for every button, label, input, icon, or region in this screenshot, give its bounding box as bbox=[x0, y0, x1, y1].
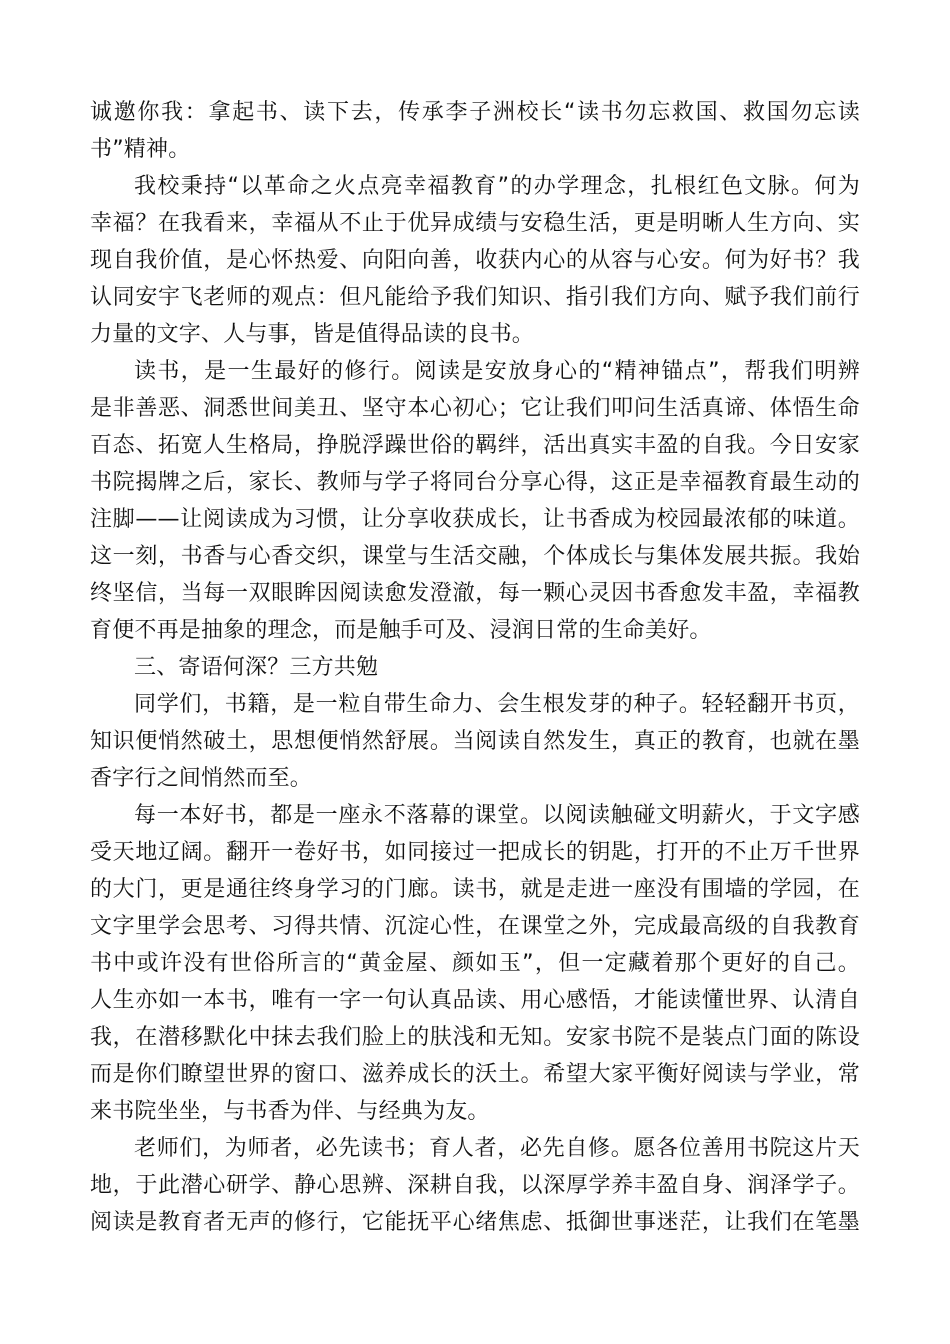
text-line: 诚邀你我：拿起书、读下去，传承李子洲校长“读书勿忘救国、救国勿忘读 bbox=[90, 100, 860, 125]
text-line: 我校秉持“以革命之火点亮幸福教育”的办学理念，扎根红色文脉。何为 bbox=[134, 174, 860, 199]
text-line: 我，在潜移默化中抹去我们脸上的肤浅和无知。安家书院不是装点门面的陈设 bbox=[90, 1025, 860, 1050]
paragraph bbox=[90, 686, 860, 797]
text-line: 同学们，书籍，是一粒自带生命力、会生根发芽的种子。轻轻翻开书页， bbox=[134, 692, 860, 717]
text-line: 香字行之间悄然而至。 bbox=[90, 766, 313, 791]
section-heading-text: 三、寄语何深？三方共勉 bbox=[134, 655, 379, 680]
text-line: 现自我价值，是心怀热爱、向阳向善，收获内心的从容与心安。何为好书？我 bbox=[90, 248, 860, 273]
text-line: 人生亦如一本书，唯有一字一句认真品读、用心感悟，才能读懂世界、认清自 bbox=[90, 988, 860, 1013]
text-line: 地，于此潜心研学、静心思辨、深耕自我，以深厚学养丰盈自身、润泽学子。 bbox=[90, 1173, 860, 1198]
text-line: 书中或许没有世俗所言的“黄金屋、颜如玉”，但一定藏着那个更好的自己。 bbox=[90, 951, 860, 976]
text-line: 认同安宇飞老师的观点：但凡能给予我们知识、指引我们方向、赋予我们前行 bbox=[90, 285, 860, 310]
paragraph bbox=[90, 168, 860, 353]
text-line: 读书，是一生最好的修行。阅读是安放身心的“精神锚点”，帮我们明辨 bbox=[134, 359, 860, 384]
text-line: 的大门，更是通往终身学习的门廊。读书，就是走进一座没有围墙的学园，在 bbox=[90, 877, 860, 902]
text-line: 注脚——让阅读成为习惯，让分享收获成长，让书香成为校园最浓郁的味道。 bbox=[90, 507, 860, 532]
paragraph bbox=[90, 797, 860, 1130]
paragraph bbox=[90, 94, 860, 168]
text-line: 这一刻，书香与心香交织，课堂与生活交融，个体成长与集体发展共振。我始 bbox=[90, 544, 860, 569]
text-line: 老师们，为师者，必先读书；育人者，必先自修。愿各位善用书院这片天 bbox=[134, 1136, 860, 1161]
text-line: 阅读是教育者无声的修行，它能抚平心绪焦虑、抵御世事迷茫，让我们在笔墨 bbox=[90, 1210, 860, 1235]
text-line: 力量的文字、人与事，皆是值得品读的良书。 bbox=[90, 322, 535, 347]
text-line: 幸福？在我看来，幸福从不止于优异成绩与安稳生活，更是明晰人生方向、实 bbox=[90, 211, 860, 236]
text-line: 百态、拓宽人生格局，挣脱浮躁世俗的羁绊，活出真实丰盈的自我。今日安家 bbox=[90, 433, 860, 458]
text-line: 来书院坐坐，与书香为伴、与经典为友。 bbox=[90, 1099, 490, 1124]
text-line: 知识便悄然破土，思想便悄然舒展。当阅读自然发生，真正的教育，也就在墨 bbox=[90, 729, 860, 754]
text-line: 是非善恶、洞悉世间美丑、坚守本心初心；它让我们叩问生活真谛、体悟生命 bbox=[90, 396, 860, 421]
text-line: 书院揭牌之后，家长、教师与学子将同台分享心得，这正是幸福教育最生动的 bbox=[90, 470, 860, 495]
text-line: 受天地辽阔。翻开一卷好书，如同接过一把成长的钥匙，打开的不止万千世界 bbox=[90, 840, 860, 865]
text-line: 文字里学会思考、习得共情、沉淀心性，在课堂之外，完成最高级的自我教育 bbox=[90, 914, 860, 939]
text-line: 终坚信，当每一双眼眸因阅读愈发澄澈，每一颗心灵因书香愈发丰盈，幸福教 bbox=[90, 581, 860, 606]
document-body bbox=[90, 94, 860, 1241]
paragraph bbox=[90, 1130, 860, 1241]
text-line: 每一本好书，都是一座永不落幕的课堂。以阅读触碰文明薪火，于文字感 bbox=[134, 803, 860, 828]
text-line: 而是你们瞭望世界的窗口、滋养成长的沃土。希望大家平衡好阅读与学业，常 bbox=[90, 1062, 860, 1087]
text-line: 书”精神。 bbox=[90, 137, 191, 162]
section-heading bbox=[90, 649, 860, 686]
paragraph bbox=[90, 353, 860, 649]
text-line: 育便不再是抽象的理念，而是触手可及、浸润日常的生命美好。 bbox=[90, 618, 712, 643]
